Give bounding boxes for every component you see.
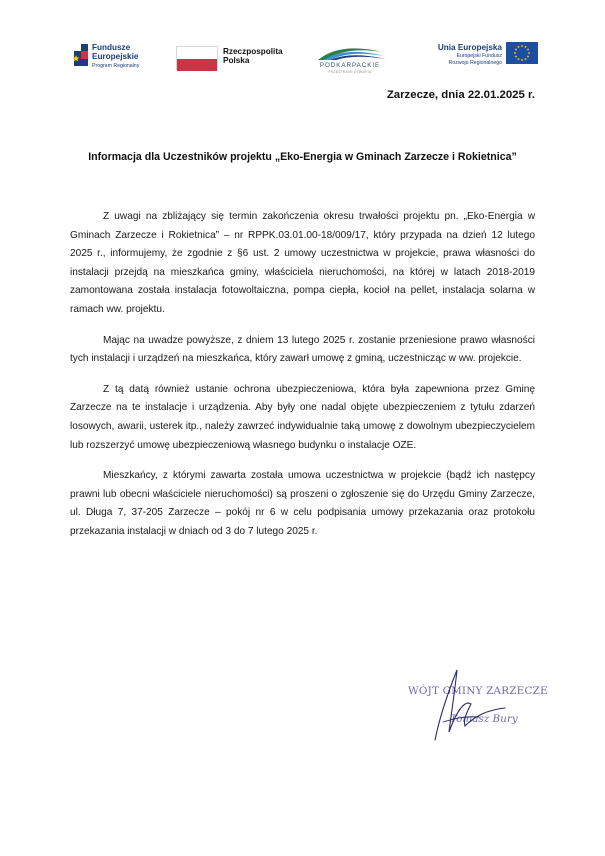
unia-fund-line1: Europejski Fundusz [456,53,502,59]
rzeczpospolita-polska-logo [176,46,283,76]
fundusze-line2: Europejskie [92,52,139,61]
stamp-signatory-name: Tomasz Bury [450,713,518,725]
date-line: Zarzecze, dnia 22.01.2025 r. [386,89,535,101]
podkarpackie-mountains-icon [310,40,390,62]
unia-europejska-logo [418,42,538,76]
logo-bar [0,0,605,90]
fundusze-europejskie-logo [72,42,172,82]
rzeczpospolita-line2: Polska [223,56,250,65]
podkarpackie-tagline: PRZESTRZEŃ OTWARTA [328,70,372,74]
handwritten-signature [405,660,515,750]
fundusze-line1: Fundusze [92,43,131,52]
fundusze-subtitle: Program Regionalny [92,63,140,69]
paragraph: Z uwagi na zbliżający się termin zakończenia okresu trwałości projektu pn. „Eko-Energia w Gminach Zarzecze i Rokietnica” – nr RPPK.03.01.00-18/009/17, który przypada na dzień 12 lutego 2025 r., informujemy, że zgodnie z §6 ust. 2 umowy uczestnictwa w projekcie, prawa własności do instalacji przejdą na mieszkańca gminy, właściciela nieruchomości, na której w latach 2018-2019 zamontowana została instalacja fotowoltaiczna, pompa ciepła, kocioł na pellet, instalacja solarna w ramach ww. projektu. [70,211,535,315]
stamp-title: WÓJT GMINY ZARZECZE [408,685,548,697]
letter-body [70,208,535,554]
podkarpackie-logo [310,40,390,76]
polish-flag-icon [176,46,218,70]
document-title: Informacja dla Uczestników projektu „Eko-Energia w Gminach Zarzecze i Rokietnica” [88,151,517,163]
paragraph: Mając na uwadze powyższe, z dniem 13 lutego 2025 r. zostanie przeniesione prawo własności tych instalacji i urządzeń na mieszkańca, który zawarł umowę z gminą, uczestnicząc w ww. projekcie. [70,334,535,365]
paragraph: Z tą datą również ustanie ochrona ubezpieczeniowa, która była zapewniona przez Gminę Zarzecze na te instalacje i urządzenia. Aby były one nadal objęte ubezpieczeniem z tytułu zdarzeń losowych, awarii, usterek itp., należy zawrzeć indywidualnie taką umowę z dowolnym ubezpieczycielem lub rozszerzyć umowę ubezpieczeniową własnego budynku o instalacje OZE. [70,383,535,451]
podkarpackie-name: PODKARPACKIE [319,62,381,69]
unia-name: Unia Europejska [437,43,502,52]
paragraph: Mieszkańcy, z którymi zawarta została umowa uczestnictwa w projekcie (bądź ich następcy prawni lub obecni właściciele nieruchomości) są proszeni o zgłoszenie się do Urzędu Gminy Zarzecze, ul. Długa 7, 37-205 Zarzecze – pokój nr 6 w celu podpisania umowy przekazania oraz protokołu przekazania instalacji w dniach od 3 do 7 lutego 2025 r. [70,470,535,537]
fundusze-europejskie-icon [72,42,90,68]
rzeczpospolita-line1: Rzeczpospolita [223,47,283,56]
unia-fund-line2: Rozwoju Regionalnego [448,60,502,66]
eu-flag-icon [506,42,538,64]
